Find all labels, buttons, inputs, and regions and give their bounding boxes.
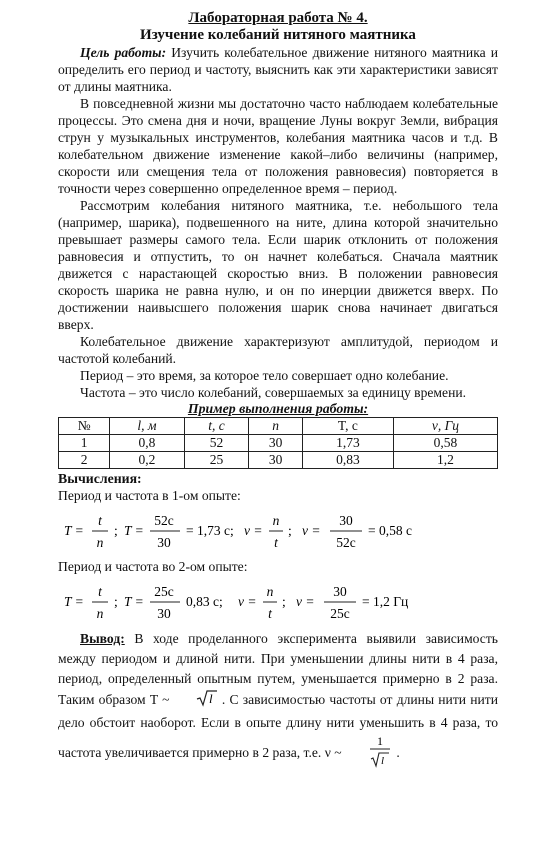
inverse-sqrt-l-symbol xyxy=(345,733,393,775)
formula-text: ν = xyxy=(238,594,257,609)
formula-text: t xyxy=(98,513,102,528)
paragraph-intro: В повседневной жизни мы достаточно часто наблюдаем колебательные процессы. Это смена дня и ночи, вращение Луны вокруг Земли, вибрация струн у музыкальных инструментов, колебания маятника часов и т.д. В колебательном движение изменение какой–либо величины (например, скорости или смещения тела от положения равновесия) повторяется в точности через совершенно определенное время – период. xyxy=(58,96,498,196)
formula-text: ν = xyxy=(244,523,263,538)
paragraph-pendulum: Рассмотрим колебания нитяного маятника, т.е. небольшого тела (например, шарика), подвешенного на ните, длина которой значительно превышает размеры самого тела. Если шарик отклонить от положения равновесия и отпустить, то он начнет колебаться. Сначала маятник движется с нарастающей скоростью вниз. В положении равновесия скорость шарика не равна нулю, и он по инерции движется вверх. По достижении наивысшего положения шарик снова начинает двигаться вверх. xyxy=(58,198,498,332)
formula-text: = 1,2 Гц xyxy=(362,594,409,609)
svg-text:;: ; xyxy=(282,594,286,609)
table-header: T, c xyxy=(302,418,393,435)
svg-text:;: ; xyxy=(114,523,118,538)
conclusion-label: Вывод: xyxy=(80,631,125,646)
data-table xyxy=(58,417,498,469)
conclusion-text-1: В ходе проделанного эксперимента выявили зависимость между периодом и длиной нити. При уменьшении длины нити в 4 раза, период, определенный опытным путем, уменьшается примерно в 2 раза. Таким образом T ~ xyxy=(58,631,498,708)
paragraph-characteristics: Колебательное движение характеризуют амплитудой, периодом и частотой колебаний. xyxy=(58,334,498,366)
formula-text: 30 xyxy=(333,584,347,599)
table-row xyxy=(59,452,498,469)
formula-text: 0,83 с; xyxy=(186,594,223,609)
paragraph-frequency: Частота – это число колебаний, совершаемых за единицу времени. xyxy=(80,385,467,400)
formula-text: n xyxy=(96,606,104,621)
formula-text: 30 xyxy=(157,606,171,621)
table-cell: 52 xyxy=(184,435,249,452)
table-cell: 0,58 xyxy=(393,435,497,452)
table-cell: 30 xyxy=(249,452,303,469)
formula-text: = 0,58 с xyxy=(368,523,412,538)
page-title: Лабораторная работа № 4. xyxy=(188,10,368,26)
table-row xyxy=(59,435,498,452)
formula-exp1 xyxy=(64,507,498,555)
table-cell: 1 xyxy=(59,435,110,452)
formula-text: T = xyxy=(124,523,144,538)
formula-text: 25с xyxy=(154,584,174,599)
formula-text: n xyxy=(96,535,104,550)
svg-text:l: l xyxy=(381,755,385,767)
goal-label: Цель работы: xyxy=(80,45,167,60)
formula-text: t xyxy=(98,584,102,599)
formula-text: 30 xyxy=(339,513,353,528)
goal-text: Изучить колебательное движение нитяного маятника и определить его период и частоту, выяснить как эти характеристики зависят от длины маятника. xyxy=(58,45,499,94)
formula-text: t xyxy=(268,606,272,621)
formula-text: = 1,73 с; xyxy=(186,523,234,538)
table-cell: 0,2 xyxy=(110,452,184,469)
table-cell: 25 xyxy=(184,452,249,469)
formula-text: T = xyxy=(124,594,144,609)
formula-text: ν = xyxy=(302,523,321,538)
svg-text:1: 1 xyxy=(377,734,384,748)
svg-text:;: ; xyxy=(288,523,292,538)
formula-text: 30 xyxy=(157,535,171,550)
svg-text:;: ; xyxy=(114,594,118,609)
goal-paragraph xyxy=(58,44,498,95)
calc-label: Вычисления: xyxy=(58,471,142,486)
exp1-label: Период и частота в 1-ом опыте: xyxy=(58,488,241,503)
table-cell: 1,2 xyxy=(393,452,497,469)
conclusion-text-2: . С зависимостью частоты от длины нити нити дело обстоит наоборот. Если в опыте длину нити уменьшить в 4 раза, то частота увеличивается примерно в 2 раза, т.е. ν ~ xyxy=(58,692,498,761)
table-header: t, c xyxy=(184,418,249,435)
formula-text: 52с xyxy=(154,513,174,528)
formula-exp2 xyxy=(64,578,498,626)
table-cell: 30 xyxy=(249,435,303,452)
formula-text: 25с xyxy=(330,606,350,621)
page-subtitle: Изучение колебаний нитяного маятника xyxy=(140,27,416,43)
svg-text:l: l xyxy=(208,691,213,706)
sqrt-l-symbol xyxy=(174,689,218,713)
example-title: Пример выполнения работы: xyxy=(187,401,369,416)
table-cell: 1,73 xyxy=(302,435,393,452)
table-header: l, м xyxy=(110,418,184,435)
page xyxy=(58,10,498,775)
paragraph-period: Период – это время, за которое тело совершает одно колебание. xyxy=(80,368,449,383)
table-header: n xyxy=(249,418,303,435)
formula-text: 52с xyxy=(336,535,356,550)
table-cell: 0,8 xyxy=(110,435,184,452)
conclusion-paragraph xyxy=(58,629,498,775)
table-cell: 2 xyxy=(59,452,110,469)
table-header: № xyxy=(59,418,110,435)
table-cell: 0,83 xyxy=(302,452,393,469)
formula-text: ν = xyxy=(296,594,315,609)
table-header: ν, Гц xyxy=(393,418,497,435)
formula-text: t xyxy=(274,535,278,550)
exp2-label: Период и частота во 2-ом опыте: xyxy=(58,559,248,574)
conclusion-end: . xyxy=(396,745,400,761)
formula-text: n xyxy=(266,584,274,599)
formula-text: T = xyxy=(64,594,84,609)
formula-text: T = xyxy=(64,523,84,538)
table-header-row xyxy=(59,418,498,435)
formula-text: n xyxy=(272,513,280,528)
